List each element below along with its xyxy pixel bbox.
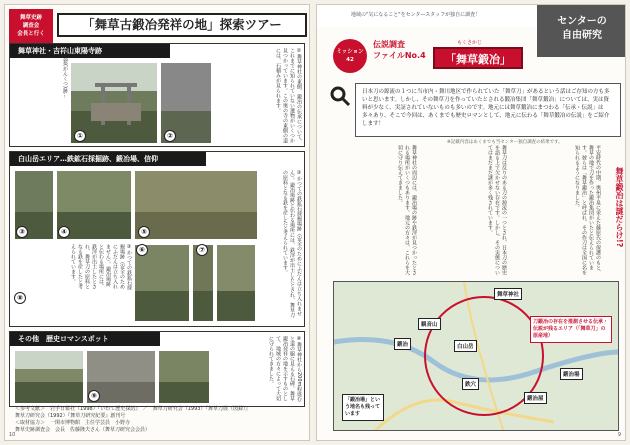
page-number: 9 [617, 432, 621, 438]
body-column: 舞草刀は反りのある刀の源流の一つとされ、日本刀の歴史を語る上で欠かせない存在です。しかし、その実態についてはまだまだ謎が多く残されています。 [487, 145, 507, 275]
mission-label: ミッション [336, 49, 364, 55]
topic-title: 「舞草鍛冶」 [433, 47, 523, 69]
caption-text: ①岩窟(がんくつ)跡… [62, 48, 68, 98]
section-shrine [9, 43, 305, 147]
photo-number: ② [164, 130, 176, 142]
lead-text: 日本刀の源流の１つに当市内・舞川地区で作られていた「舞草刀」があるという話はご存知の方も多いと思います。しかし、その舞草刀を作っていたとされる鍛冶集団「舞草鍛冶」については、実は資料が少なく、実証されていないものも多いのです。地元には舞草鍛冶にまつわる「伝承・伝説」は多々あり、そこで今回は、あくまでも歴史ロマンとして、地元に伝わる「舞草鍛冶の伝説」をご紹介します！ [362, 89, 610, 127]
photo-number: ⑧ [14, 292, 26, 304]
tree-photo [158, 350, 210, 404]
badge [9, 9, 53, 45]
photo-number: ① [74, 130, 86, 142]
mission-number: 42 [346, 57, 354, 63]
page-number: 10 [9, 432, 16, 438]
stone-photo [216, 244, 256, 322]
section-heading: 舞草神社・吉祥山東陽寺跡 [10, 44, 170, 58]
badge-line-2: 調査会 [22, 23, 40, 29]
map-note-box: 「鍛冶場」という地名も残っています [342, 394, 384, 421]
section-mountain [9, 151, 305, 327]
body-column: 平安時代の中期、奥州平泉に栄えた藤原氏の保護のもと、舞草の地で刀を作った鍛冶集団がいたと伝えられています。彼らは「舞草鍛冶」と呼ばれ、その作刀は全国に名を知られるようになりました。 [574, 145, 601, 275]
references [15, 406, 305, 434]
photo-number: ④ [58, 226, 70, 238]
section-heading: 白山岳エリア…鉄鉱石採掘跡、鍛冶場、信仰 [10, 152, 206, 166]
section-heading: その他 歴史ロマンスポット [10, 332, 160, 346]
map-label-place: 鍛冶場 [560, 368, 583, 380]
center-box-line: センターの [557, 16, 607, 27]
note: ※記載内容はあくまでも当センター独自調査の結果です。 [447, 140, 563, 145]
ref-line: 舞草史跡調査会 会長 佐藤隆夫さん（舞草刀研究会会員） [15, 427, 151, 433]
page-title: 「舞草古鍛冶発祥の地」探索ツアー [57, 13, 307, 37]
ref-line: 舞草刀研究会（1992）『舞草刀研究紀要』創刊号 [15, 413, 126, 419]
map-label-place: 鍛冶屋 [524, 392, 547, 404]
center-box-line: 自由研究 [562, 30, 602, 41]
lead-box [355, 83, 621, 137]
side-label: 舞草鍛冶は謎だらけ!? [615, 167, 624, 248]
map-label-mountain: 白山岳 [454, 340, 477, 352]
file-line: ファイルNo.4 [373, 51, 426, 60]
map-label-mountain: 観音山 [418, 318, 441, 330]
magnifier-icon [329, 85, 351, 107]
section-other [9, 331, 305, 407]
section-text: ③かつての鉄鉱石採掘場跡（安全のためにふだんは立ち入れません）。鍛冶場跡と伝わる場所には、鉄滓が出土したとされ、舞草刀の原料となる鉄を産したと考えられています。 [282, 170, 302, 318]
file-title [373, 39, 426, 61]
center-box [537, 5, 626, 57]
left-page [4, 4, 310, 441]
photo-number: ⑦ [196, 244, 208, 256]
field-photo [134, 170, 258, 240]
ref-line: ＜取材協力＞ 一関市博物館 主任学芸員 小野寺 [15, 420, 131, 426]
section-text: ⑧舞草神社から200m程進むと道の脇に見える石碑。舞草鍛冶発祥の地を示すものとして、地域の方々によって大切に守られてきました。 [268, 336, 302, 402]
map-label-place: 鍛冶 [394, 338, 411, 350]
photo-number: ⑤ [138, 226, 150, 238]
badge-line-3: 会長と行く [17, 31, 45, 37]
header-text: 地域の"気になること"をセンタースタッフが独自に調査！ [351, 12, 481, 18]
map-label-shrine: 舞草神社 [494, 288, 522, 300]
spot-photo [14, 350, 84, 404]
body-column: 舞草神社の周辺には、鍛冶場の跡や鉄滓が見つかったとされる場所がいくつもあります。地元の方々は、これらを大切に守り伝えてきました。 [397, 145, 417, 275]
area-map [333, 281, 619, 431]
map-red-note: 刀鍛冶の存在を推測させる伝承・伝説が残るエリア（「舞草刀」の原産地） [530, 316, 612, 343]
photo-number: ⑨ [88, 390, 100, 402]
mission-badge [333, 39, 367, 73]
photo-number: ③ [16, 226, 28, 238]
photo-number: ⑥ [136, 244, 148, 256]
right-page [316, 4, 626, 441]
file-line: 伝説調査 [373, 40, 405, 49]
badge-line-1: 舞草史跡 [19, 15, 42, 21]
topic-ruby: もくさかじ [457, 40, 483, 46]
section-text: ③かつての鉄鉱石採掘場跡（安全のためにふだんは立ち入れません）。鍛冶場跡と伝わる場所には、鉄滓が出土したとされ、舞草刀の原料となる鉄を産したと考えられています。 [70, 244, 132, 290]
section-text: ②舞草神社の東側、鍛冶の伝承について、これまでに知られていない遺物がいくつか見つかっています。この奥の寺の東側の道には、石積みが見られます。 [275, 48, 302, 144]
map-label-place: 鉄穴 [462, 378, 479, 390]
ref-line: ＜参考文献＞ 岩手日報社（1998）『いわて歴史探訪』 ／ 舞草刀研究会（1993）『舞草刀展（図録）』 [15, 406, 251, 412]
